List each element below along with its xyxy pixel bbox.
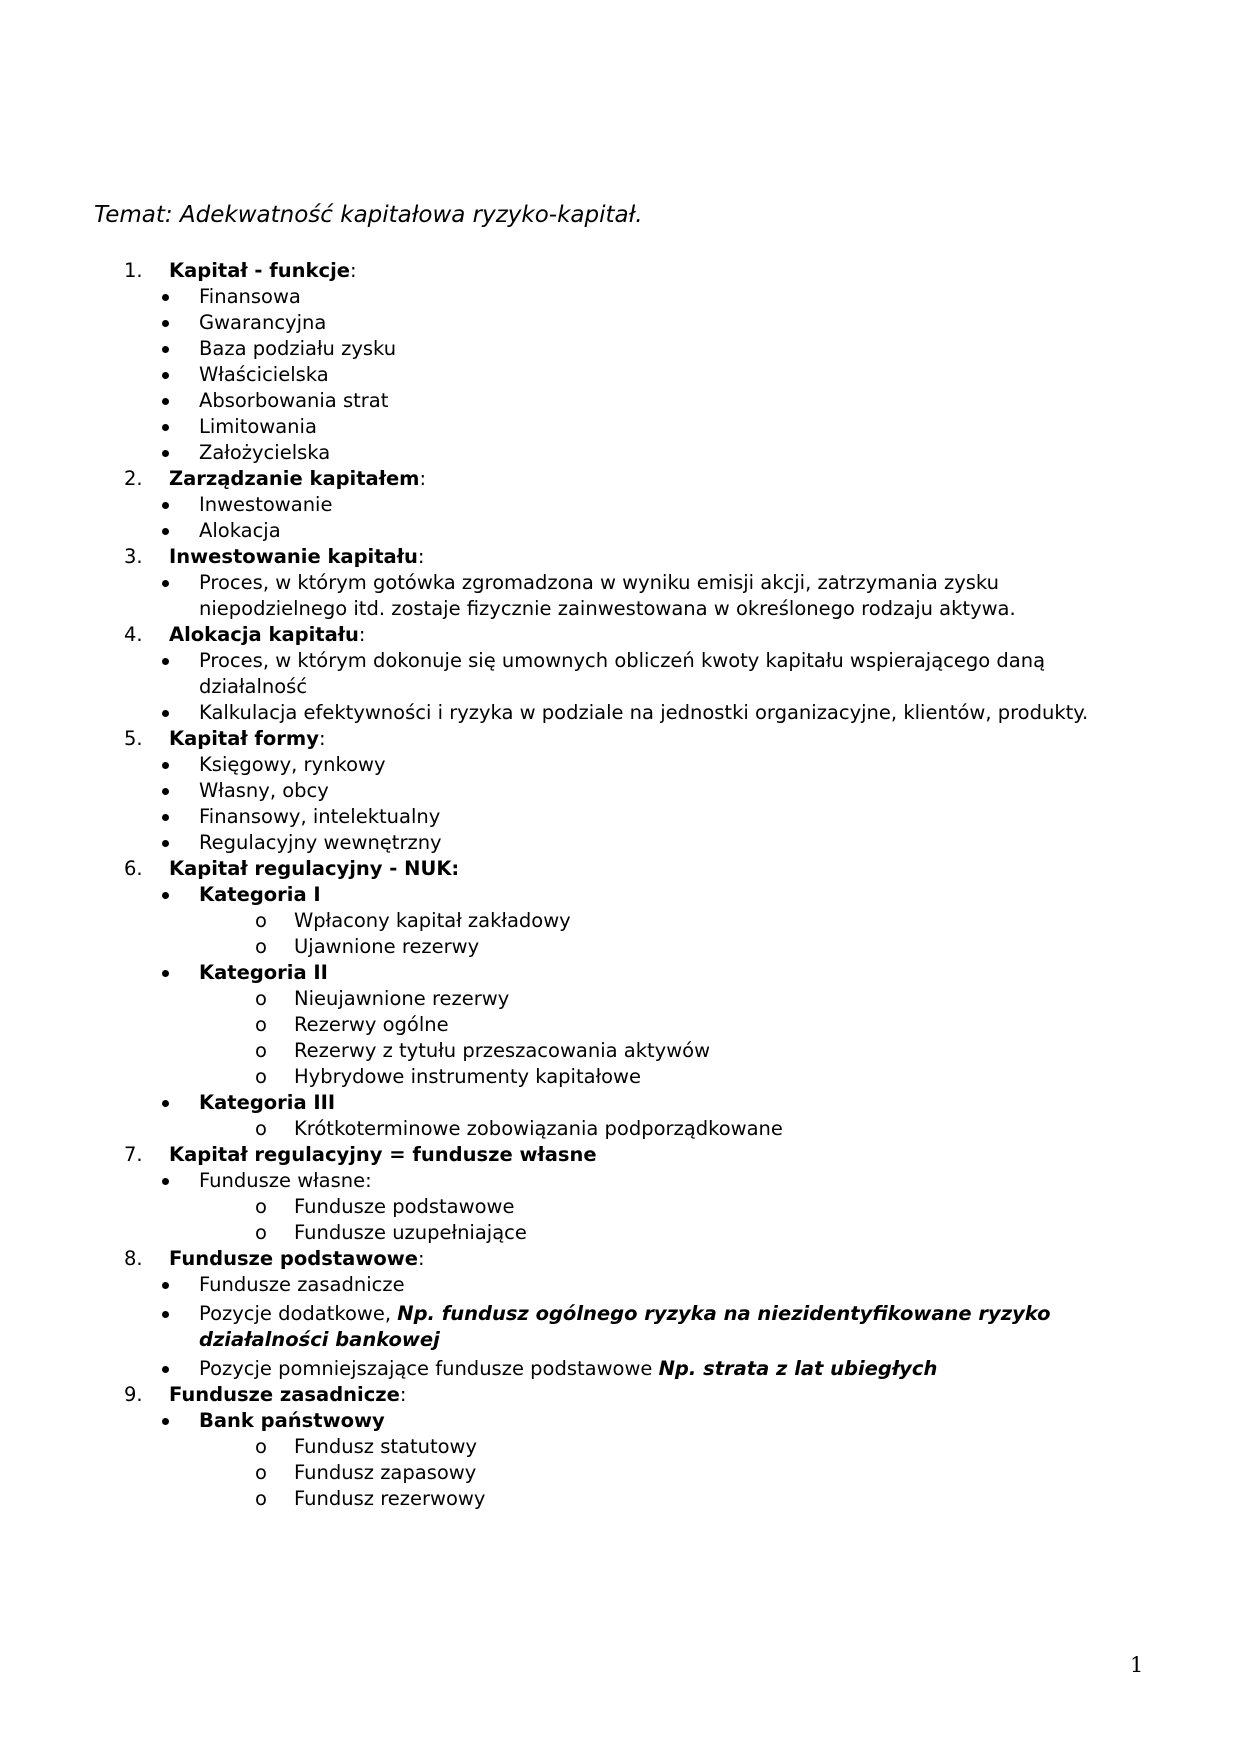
section-6 <box>124 856 1124 882</box>
section-3: 3. Inwestowanie kapitału: <box>124 545 425 568</box>
document-body <box>124 258 1124 1512</box>
section-5: 5. Kapitał formy: <box>124 727 326 750</box>
bullet-icon <box>162 814 169 821</box>
section-7 <box>124 1142 1124 1168</box>
list-item: Bank państwowy <box>79 1408 1124 1434</box>
sub-list-item: o Wpłacony kapitał zakładowy <box>255 909 571 932</box>
sub-list-item: o Fundusz rezerwowy <box>255 1487 486 1510</box>
list-item: Proces, w którym gotówka zgromadzona w wyniku emisji akcji, zatrzymania zysku niepodzielnego itd. zostaje fizycznie zainwestowana w określonego rodzaju aktywa. <box>79 570 1124 622</box>
section-heading: Fundusze zasadnicze <box>169 1383 400 1406</box>
sub-list-item: o Fundusze podstawowe <box>255 1195 515 1218</box>
list-item: Finansowy, intelektualny <box>79 804 1124 830</box>
circle-bullet-icon: o <box>255 1065 267 1088</box>
section-1: 1. Kapitał - funkcje: <box>124 259 357 282</box>
section-heading: Inwestowanie kapitału <box>169 545 418 568</box>
section-2: 2. Zarządzanie kapitałem: <box>124 467 427 490</box>
bullet-icon <box>162 970 169 977</box>
list-item: Gwarancyjna <box>79 310 1124 336</box>
list-item: Kategoria II <box>79 960 1124 986</box>
section-number: 5. <box>124 727 143 750</box>
list-item: Księgowy, rynkowy <box>79 752 1124 778</box>
section-9: 9. Fundusze zasadnicze: <box>124 1383 407 1406</box>
list-item: Proces, w którym dokonuje się umownych obliczeń kwoty kapitału wspierającego daną działalność <box>79 648 1124 700</box>
sub-list-item: o Nieujawnione rezerwy <box>255 987 510 1010</box>
section-number: 7. <box>124 1143 143 1166</box>
list-item: Pozycje dodatkowe, Np. fundusz ogólnego ryzyka na niezidentyfikowane ryzyko działalności bankowej <box>79 1301 1124 1353</box>
circle-bullet-icon: o <box>255 1435 267 1458</box>
section-number: 2. <box>124 467 143 490</box>
section-number: 3. <box>124 545 143 568</box>
list-item: Inwestowanie <box>79 492 1124 518</box>
list-item: Fundusze zasadnicze <box>79 1272 1124 1298</box>
bullet-icon <box>162 398 169 405</box>
section-heading: Alokacja kapitału <box>169 623 359 646</box>
bullet-icon <box>162 762 169 769</box>
list-item: Kategoria I <box>79 882 1124 908</box>
list-item: Kategoria III <box>79 1090 1124 1116</box>
list-item: Absorbowania strat <box>79 388 1124 414</box>
bullet-icon <box>162 424 169 431</box>
section-heading: Kapitał - funkcje <box>169 259 350 282</box>
circle-bullet-icon: o <box>255 1195 267 1218</box>
sub-list-item: o Hybrydowe instrumenty kapitałowe <box>255 1065 641 1088</box>
list-item: Baza podziału zysku <box>79 336 1124 362</box>
section-heading: Fundusze podstawowe <box>169 1247 418 1270</box>
bullet-icon <box>162 840 169 847</box>
section-number: 6. <box>124 857 143 880</box>
bullet-icon <box>162 372 169 379</box>
bullet-icon <box>162 788 169 795</box>
bullet-icon <box>162 1100 169 1107</box>
circle-bullet-icon: o <box>255 935 267 958</box>
bullet-icon <box>162 1418 169 1425</box>
list-item: Pozycje pomniejszające fundusze podstawowe Np. strata z lat ubiegłych <box>79 1356 1124 1382</box>
section-4: 4. Alokacja kapitału: <box>124 623 366 646</box>
sub-list-item: o Rezerwy ogólne <box>255 1013 449 1036</box>
sub-list-item: o Ujawnione rezerwy <box>255 935 480 958</box>
list-item: Fundusze własne: <box>79 1168 1124 1194</box>
bullet-icon <box>162 1282 169 1289</box>
bullet-icon <box>162 580 169 587</box>
bullet-icon <box>162 1366 169 1373</box>
bullet-icon <box>162 710 169 717</box>
section-heading: Kapitał formy <box>169 727 319 750</box>
section-number: 9. <box>124 1383 143 1406</box>
list-item: Własny, obcy <box>79 778 1124 804</box>
sub-list-item: o Fundusz zapasowy <box>255 1461 477 1484</box>
page-title: Temat: Adekwatność kapitałowa ryzyko-kapitał. <box>94 202 643 228</box>
list-item: Kalkulacja efektywności i ryzyka w podziale na jednostki organizacyjne, klientów, produkty. <box>79 700 1124 726</box>
circle-bullet-icon: o <box>255 1487 267 1510</box>
bullet-icon <box>162 1178 169 1185</box>
bullet-icon <box>162 528 169 535</box>
bullet-icon <box>162 450 169 457</box>
sub-list-item: o Fundusz statutowy <box>255 1435 478 1458</box>
list-item: Właścicielska <box>79 362 1124 388</box>
section-heading: Zarządzanie kapitałem <box>169 467 420 490</box>
section-number: 4. <box>124 623 143 646</box>
list-item: Regulacyjny wewnętrzny <box>79 830 1124 856</box>
bullet-icon <box>162 658 169 665</box>
bullet-icon <box>162 294 169 301</box>
section-number: 1. <box>124 259 143 282</box>
circle-bullet-icon: o <box>255 1117 267 1140</box>
bullet-icon <box>162 892 169 899</box>
circle-bullet-icon: o <box>255 1221 267 1244</box>
sub-list-item: o Fundusze uzupełniające <box>255 1221 527 1244</box>
bullet-icon <box>162 502 169 509</box>
bullet-icon <box>162 1311 169 1318</box>
sub-list-item: o Rezerwy z tytułu przeszacowania aktywów <box>255 1039 711 1062</box>
circle-bullet-icon: o <box>255 987 267 1010</box>
section-8: 8. Fundusze podstawowe: <box>124 1247 425 1270</box>
circle-bullet-icon: o <box>255 909 267 932</box>
bullet-icon <box>162 320 169 327</box>
list-item: Finansowa <box>79 284 1124 310</box>
list-item: Założycielska <box>79 440 1124 466</box>
sub-list-item: o Krótkoterminowe zobowiązania podporządkowane <box>255 1117 783 1140</box>
circle-bullet-icon: o <box>255 1461 267 1484</box>
list-item: Alokacja <box>79 518 1124 544</box>
page-number: 1 <box>1130 1653 1144 1677</box>
section-heading: Kapitał regulacyjny = fundusze własne <box>169 1143 597 1166</box>
section-number: 8. <box>124 1247 143 1270</box>
list-item: Limitowania <box>79 414 1124 440</box>
bullet-icon <box>162 346 169 353</box>
circle-bullet-icon: o <box>255 1039 267 1062</box>
circle-bullet-icon: o <box>255 1013 267 1036</box>
section-heading: Kapitał regulacyjny - NUK: <box>169 857 460 880</box>
